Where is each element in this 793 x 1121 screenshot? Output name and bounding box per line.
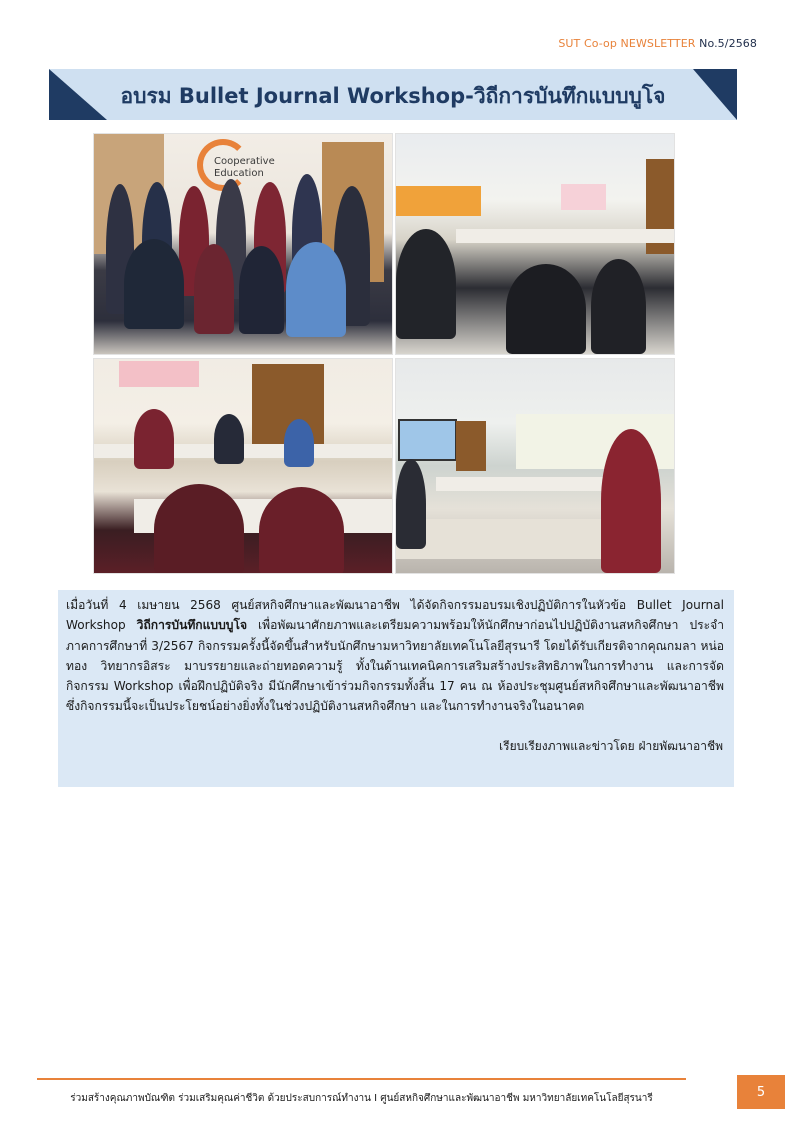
photo-poster [119, 361, 199, 387]
photo-table [436, 477, 616, 491]
photo-person [284, 419, 314, 467]
photo-person [214, 414, 244, 464]
article-body [66, 595, 724, 717]
footer-slogan: ร่วมสร้างคุณภาพบัณฑิต ร่วมเสริมคุณค่าชีวิต ด้วยประสบการณ์ทำงาน I ศูนย์สหกิจศึกษาและพัฒนาอาชีพ มหาวิทยาลัยเทคโนโลยีสุรนารี [70, 1093, 653, 1104]
article-text-part1: เมื่อวันที่ 4 เมษายน 2568 ศูนย์สหกิจศึกษาและพัฒนาอาชีพ ได้จัดกิจกรรมอบรมเชิงปฏิบัติการในหัวข้อ Bullet Journal Workshop [66, 598, 724, 633]
photo-person [286, 242, 346, 337]
coop-sign-text: Cooperative Education [214, 156, 275, 179]
photo-person [194, 244, 234, 334]
photo-person [506, 264, 586, 354]
photo-person [396, 459, 426, 549]
photo-person [239, 246, 284, 334]
article-credit: เรียบเรียงภาพและข่าวโดย ฝ่ายพัฒนาอาชีพ [499, 739, 723, 753]
photo-shelf [456, 421, 486, 471]
photo-person [134, 409, 174, 469]
photo-person [154, 484, 244, 574]
photo-table [456, 229, 674, 243]
photo-group [93, 133, 393, 355]
photo-workshop-tables [93, 358, 393, 574]
photo-classroom-wide [395, 133, 675, 355]
photo-poster [561, 184, 606, 210]
footer-divider [37, 1078, 686, 1080]
article-text-bold: วิถีการบันทึกแบบบูโจ [136, 618, 248, 633]
newsletter-header [558, 37, 757, 50]
photo-projector-screen [398, 419, 457, 461]
title-banner [49, 69, 737, 120]
photo-banner [396, 186, 481, 216]
photo-table [396, 519, 626, 559]
photo-person [396, 229, 456, 339]
photo-person [124, 239, 184, 329]
article-text-part2: เพื่อพัฒนาศักยภาพและเตรียมความพร้อมให้นักศึกษาก่อนไปปฏิบัติงานสหกิจศึกษา ประจำภาคการศึกษาที่ 3/2567 กิจกรรมครั้งนี้จัดขึ้นสำหรับนักศึกษามหาวิทยาลัยเทคโนโลยีสุรนารี โดยได้รับเกียรติจากคุณกมลา หน่อทอง วิทยากรอิสระ มาบรรยายและถ่ายทอดความรู้ ทั้งในด้านเทคนิคการเสริมสร้างประสิทธิภาพในการทำงาน และการจัดกิจกรรม Workshop เพื่อฝึกปฏิบัติจริง มีนักศึกษาเข้าร่วมกิจกรรมทั้งสิ้น 17 คน ณ ห้องประชุมศูนย์สหกิจศึกษาและพัฒนาอาชีพ ซึ่งกิจกรรมนี้จะเป็นประโยชน์อย่างยิ่งทั้งในช่วงปฏิบัติงานสหกิจศึกษา และในการทำงานจริงในอนาคต [66, 618, 724, 714]
newsletter-issue: No.5/2568 [699, 37, 757, 50]
page-title: อบรม Bullet Journal Workshop-วิถีการบันทึกแบบบูโจ [120, 84, 666, 108]
photo-person [259, 487, 344, 574]
article-box [58, 590, 734, 787]
photo-lecture [395, 358, 675, 574]
page-number: 5 [737, 1075, 785, 1109]
photo-person [591, 259, 646, 354]
newsletter-brand: SUT Co-op NEWSLETTER [558, 37, 696, 50]
photo-person [601, 429, 661, 573]
